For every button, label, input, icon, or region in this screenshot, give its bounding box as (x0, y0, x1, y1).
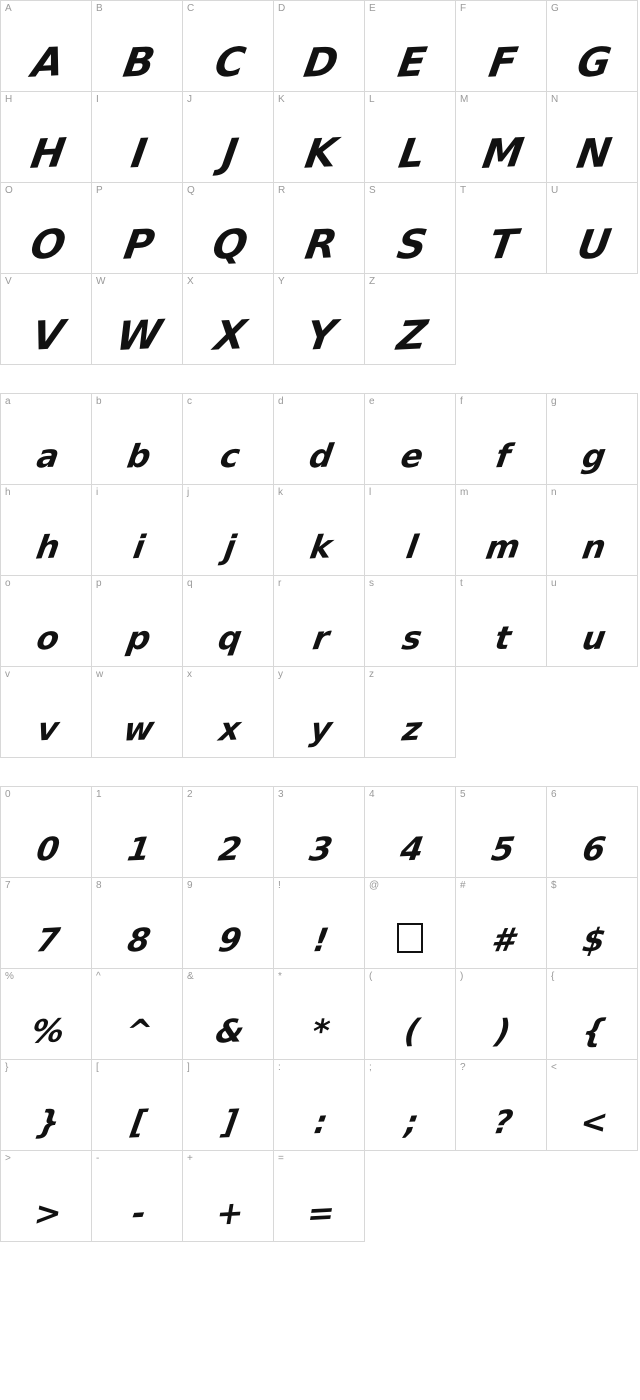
char-cell[interactable] (547, 878, 638, 969)
char-label: b (96, 396, 102, 407)
char-label: N (551, 94, 559, 105)
char-glyph-box (365, 918, 455, 962)
block-separator (0, 365, 640, 393)
char-glyph: { (579, 1011, 609, 1051)
char-cell[interactable] (547, 183, 638, 274)
char-glyph: v (34, 709, 62, 749)
char-label: 8 (96, 880, 102, 891)
char-glyph: I (127, 130, 151, 178)
char-cell[interactable] (1, 576, 92, 667)
char-cell[interactable] (365, 394, 456, 485)
empty-cell (456, 274, 547, 365)
table-row (1, 969, 638, 1060)
char-label: q (187, 578, 193, 589)
char-label: I (96, 94, 99, 105)
char-cell[interactable] (547, 485, 638, 576)
char-label: U (551, 185, 559, 196)
char-glyph: 4 (397, 829, 427, 869)
char-glyph: r (310, 618, 333, 658)
char-cell[interactable] (274, 667, 365, 758)
char-label: g (551, 396, 557, 407)
char-label: f (460, 396, 463, 407)
char-glyph: 0 (33, 829, 63, 869)
table-row (1, 485, 638, 576)
char-label: ; (369, 1062, 372, 1073)
char-glyph: M (479, 130, 527, 179)
char-label: ] (187, 1062, 190, 1073)
table-row (1, 878, 638, 969)
char-glyph: p (124, 618, 154, 658)
char-glyph: } (33, 1102, 63, 1142)
char-label: [ (96, 1062, 99, 1073)
char-glyph: 1 (124, 829, 154, 869)
char-cell[interactable] (547, 969, 638, 1060)
char-glyph: B (120, 39, 159, 87)
char-label: # (460, 880, 466, 891)
char-glyph: 6 (579, 829, 609, 869)
char-glyph: ; (402, 1102, 422, 1142)
table-row (1, 183, 638, 274)
char-label: ^ (96, 971, 101, 982)
char-cell[interactable] (456, 485, 547, 576)
table-row (1, 667, 638, 758)
char-glyph: ! (310, 920, 332, 960)
char-label: 2 (187, 789, 193, 800)
char-cell[interactable] (183, 1060, 274, 1151)
char-glyph: [ (128, 1102, 150, 1142)
char-cell[interactable] (274, 92, 365, 183)
char-cell[interactable] (274, 183, 365, 274)
char-glyph: R (301, 221, 341, 269)
char-cell[interactable] (183, 576, 274, 667)
char-glyph: S (393, 221, 431, 269)
empty-cell (547, 274, 638, 365)
char-glyph: < (577, 1102, 611, 1142)
char-label: J (187, 94, 192, 105)
char-label: $ (551, 880, 557, 891)
char-label: : (278, 1062, 281, 1073)
uppercase-rows (1, 1, 638, 365)
char-glyph: $ (579, 920, 609, 960)
char-label: ! (278, 880, 281, 891)
char-cell[interactable] (365, 92, 456, 183)
char-label: { (551, 971, 555, 982)
char-glyph: L (395, 130, 429, 178)
char-label: k (278, 487, 283, 498)
char-cell[interactable] (365, 183, 456, 274)
char-cell[interactable] (1, 1060, 92, 1151)
char-label: v (5, 669, 10, 680)
char-label: F (460, 3, 467, 14)
char-label: a (5, 396, 11, 407)
char-cell[interactable] (547, 1, 638, 92)
char-cell[interactable] (92, 1060, 183, 1151)
char-label: h (5, 487, 11, 498)
char-label: Q (187, 185, 195, 196)
char-cell[interactable] (365, 1060, 456, 1151)
char-glyph: ) (492, 1011, 514, 1051)
char-label: D (278, 3, 286, 14)
char-label: & (187, 971, 194, 982)
char-label: C (187, 3, 195, 14)
table-row (1, 394, 638, 485)
char-glyph: m (483, 527, 523, 567)
char-label: z (369, 669, 374, 680)
char-glyph: f (493, 436, 514, 476)
char-glyph: d (306, 436, 336, 476)
char-cell[interactable] (547, 576, 638, 667)
char-label: ( (369, 971, 373, 982)
char-cell[interactable] (1, 485, 92, 576)
char-glyph: ] (219, 1102, 241, 1142)
notdef-box-icon (397, 923, 423, 953)
char-glyph: ( (401, 1011, 423, 1051)
lowercase-block (0, 393, 638, 758)
char-cell[interactable] (365, 878, 456, 969)
char-cell[interactable] (92, 878, 183, 969)
char-glyph: P (120, 221, 158, 269)
char-cell[interactable] (456, 787, 547, 878)
char-label: 5 (460, 789, 466, 800)
char-glyph: s (399, 618, 425, 658)
char-label: ) (460, 971, 464, 982)
char-glyph: Q (209, 221, 251, 269)
char-glyph: % (28, 1011, 68, 1051)
char-cell[interactable] (1, 787, 92, 878)
char-glyph: i (130, 527, 148, 567)
char-cell[interactable] (183, 394, 274, 485)
char-cell[interactable] (1, 1151, 92, 1242)
char-label: l (369, 487, 372, 498)
char-glyph: G (573, 39, 615, 87)
char-glyph: w (121, 709, 158, 749)
char-cell[interactable] (456, 969, 547, 1060)
char-glyph: b (124, 436, 154, 476)
char-glyph: y (307, 709, 335, 749)
char-glyph: l (403, 527, 421, 567)
char-cell[interactable] (365, 1, 456, 92)
char-glyph: ^ (122, 1011, 156, 1051)
char-glyph: e (398, 436, 427, 476)
char-glyph: - (129, 1193, 149, 1233)
char-glyph: 7 (33, 920, 63, 960)
char-label: s (369, 578, 374, 589)
char-cell[interactable] (92, 274, 183, 365)
char-label: t (460, 578, 463, 589)
char-glyph: j (221, 527, 239, 567)
char-cell[interactable] (456, 394, 547, 485)
char-glyph: X (210, 312, 250, 360)
char-label: E (369, 3, 376, 14)
char-cell[interactable] (183, 969, 274, 1060)
char-label: } (5, 1062, 9, 1073)
char-cell[interactable] (183, 1151, 274, 1242)
char-cell[interactable] (92, 92, 183, 183)
char-label: x (187, 669, 192, 680)
char-cell[interactable] (92, 183, 183, 274)
char-cell[interactable] (274, 1151, 365, 1242)
char-cell[interactable] (92, 576, 183, 667)
char-cell[interactable] (183, 485, 274, 576)
char-glyph: q (215, 618, 245, 658)
char-cell[interactable] (274, 878, 365, 969)
table-row (1, 787, 638, 878)
char-cell[interactable] (92, 969, 183, 1060)
char-label: G (551, 3, 559, 14)
char-glyph: # (488, 920, 518, 960)
char-cell[interactable] (1, 1, 92, 92)
char-cell[interactable] (183, 667, 274, 758)
char-cell[interactable] (274, 787, 365, 878)
char-label: 4 (369, 789, 375, 800)
char-label: A (5, 3, 12, 14)
char-label: < (551, 1062, 557, 1073)
block-separator (0, 758, 640, 786)
char-glyph: u (579, 618, 609, 658)
empty-cell (547, 667, 638, 758)
char-glyph: t (492, 618, 514, 658)
char-label: c (187, 396, 192, 407)
char-label: H (5, 94, 13, 105)
char-glyph: A (28, 39, 68, 87)
char-cell[interactable] (456, 1060, 547, 1151)
char-label: = (278, 1153, 284, 1164)
digits-punctuation-rows (1, 787, 638, 1242)
char-cell[interactable] (183, 183, 274, 274)
char-glyph: F (485, 39, 521, 87)
char-glyph: Z (393, 312, 431, 360)
char-glyph: 5 (488, 829, 518, 869)
char-glyph: k (307, 527, 335, 567)
char-cell[interactable] (456, 1, 547, 92)
char-cell[interactable] (547, 1060, 638, 1151)
char-label: u (551, 578, 557, 589)
char-glyph: O (27, 221, 69, 269)
char-cell[interactable] (92, 1, 183, 92)
char-glyph: * (309, 1011, 333, 1051)
char-cell[interactable] (92, 485, 183, 576)
char-cell[interactable] (274, 576, 365, 667)
char-cell[interactable] (547, 787, 638, 878)
char-cell[interactable] (547, 92, 638, 183)
char-cell[interactable] (1, 667, 92, 758)
char-glyph: = (304, 1193, 338, 1233)
char-cell[interactable] (456, 878, 547, 969)
char-label: 6 (551, 789, 557, 800)
char-glyph: C (211, 39, 249, 87)
char-label: W (96, 276, 106, 287)
char-cell[interactable] (274, 1, 365, 92)
char-cell[interactable] (274, 274, 365, 365)
char-label: p (96, 578, 102, 589)
char-label: d (278, 396, 284, 407)
char-cell[interactable] (1, 183, 92, 274)
char-label: R (278, 185, 286, 196)
char-glyph: c (217, 436, 243, 476)
char-cell[interactable] (274, 969, 365, 1060)
char-cell[interactable] (1, 394, 92, 485)
char-cell[interactable] (365, 485, 456, 576)
char-glyph: 8 (124, 920, 154, 960)
char-label: > (5, 1153, 11, 1164)
char-glyph: J (218, 130, 242, 178)
char-glyph: N (573, 130, 615, 178)
char-label: P (96, 185, 103, 196)
char-label: w (96, 669, 104, 680)
table-row (1, 1060, 638, 1151)
char-label: V (5, 276, 12, 287)
char-label: 3 (278, 789, 284, 800)
char-glyph: K (301, 130, 341, 178)
char-label: ? (460, 1062, 466, 1073)
char-label: Z (369, 276, 376, 287)
char-label: L (369, 94, 375, 105)
char-glyph: h (33, 527, 63, 567)
char-glyph: E (394, 39, 430, 87)
char-cell[interactable] (365, 787, 456, 878)
empty-cell (547, 1151, 638, 1242)
char-label: o (5, 578, 11, 589)
char-label: + (187, 1153, 193, 1164)
char-label: T (460, 185, 467, 196)
char-label: m (460, 487, 469, 498)
char-cell[interactable] (274, 1060, 365, 1151)
char-cell[interactable] (92, 1151, 183, 1242)
lowercase-rows (1, 394, 638, 758)
char-cell[interactable] (1, 92, 92, 183)
empty-cell (456, 1151, 547, 1242)
char-glyph: 9 (215, 920, 245, 960)
char-cell[interactable] (274, 394, 365, 485)
char-glyph: Y (302, 312, 340, 360)
char-label: M (460, 94, 469, 105)
char-glyph: > (31, 1193, 65, 1233)
char-cell[interactable] (1, 274, 92, 365)
char-glyph: & (212, 1011, 248, 1051)
char-glyph: W (113, 311, 166, 361)
char-cell[interactable] (274, 485, 365, 576)
char-glyph: D (300, 39, 342, 87)
char-label: * (278, 971, 282, 982)
digits-punctuation-block (0, 786, 638, 1242)
char-glyph: o (33, 618, 63, 658)
table-row (1, 1, 638, 92)
char-glyph: ? (490, 1102, 516, 1142)
char-cell[interactable] (183, 274, 274, 365)
char-cell[interactable] (183, 92, 274, 183)
char-label: X (187, 276, 194, 287)
char-cell[interactable] (92, 667, 183, 758)
empty-cell (456, 667, 547, 758)
char-label: S (369, 185, 376, 196)
char-cell[interactable] (365, 576, 456, 667)
char-glyph: + (213, 1193, 247, 1233)
char-glyph: n (579, 527, 609, 567)
char-cell[interactable] (365, 969, 456, 1060)
char-label: 9 (187, 880, 193, 891)
table-row (1, 92, 638, 183)
table-row (1, 274, 638, 365)
char-label: n (551, 487, 557, 498)
char-label: Y (278, 276, 285, 287)
char-glyph: T (485, 221, 521, 269)
char-glyph: 2 (215, 829, 245, 869)
char-label: e (369, 396, 375, 407)
char-glyph: a (34, 436, 63, 476)
char-cell[interactable] (183, 1, 274, 92)
table-row (1, 576, 638, 667)
char-label: 0 (5, 789, 11, 800)
char-label: 7 (5, 880, 11, 891)
empty-cell (365, 1151, 456, 1242)
char-cell[interactable] (183, 878, 274, 969)
char-label: % (5, 971, 14, 982)
char-cell[interactable] (456, 92, 547, 183)
char-glyph: U (574, 221, 615, 269)
char-cell[interactable] (183, 787, 274, 878)
char-label: O (5, 185, 13, 196)
uppercase-block (0, 0, 638, 365)
char-cell[interactable] (365, 667, 456, 758)
char-label: 1 (96, 789, 102, 800)
char-label: j (187, 487, 190, 498)
char-label: K (278, 94, 285, 105)
char-cell[interactable] (365, 274, 456, 365)
table-row (1, 1151, 638, 1242)
char-label: i (96, 487, 99, 498)
char-label: r (278, 578, 282, 589)
char-label: y (278, 669, 283, 680)
char-glyph: g (579, 436, 609, 476)
char-cell[interactable] (456, 576, 547, 667)
char-label: @ (369, 880, 380, 891)
char-cell[interactable] (547, 394, 638, 485)
char-cell[interactable] (92, 787, 183, 878)
char-cell[interactable] (1, 878, 92, 969)
char-cell[interactable] (456, 183, 547, 274)
char-cell[interactable] (92, 394, 183, 485)
char-glyph: 3 (306, 829, 336, 869)
char-glyph: V (28, 312, 68, 360)
char-glyph: z (399, 709, 425, 749)
char-label: B (96, 3, 103, 14)
char-glyph: x (216, 709, 244, 749)
char-glyph: : (311, 1102, 331, 1142)
char-glyph: H (27, 130, 69, 178)
char-cell[interactable] (1, 969, 92, 1060)
char-label: - (96, 1153, 100, 1164)
